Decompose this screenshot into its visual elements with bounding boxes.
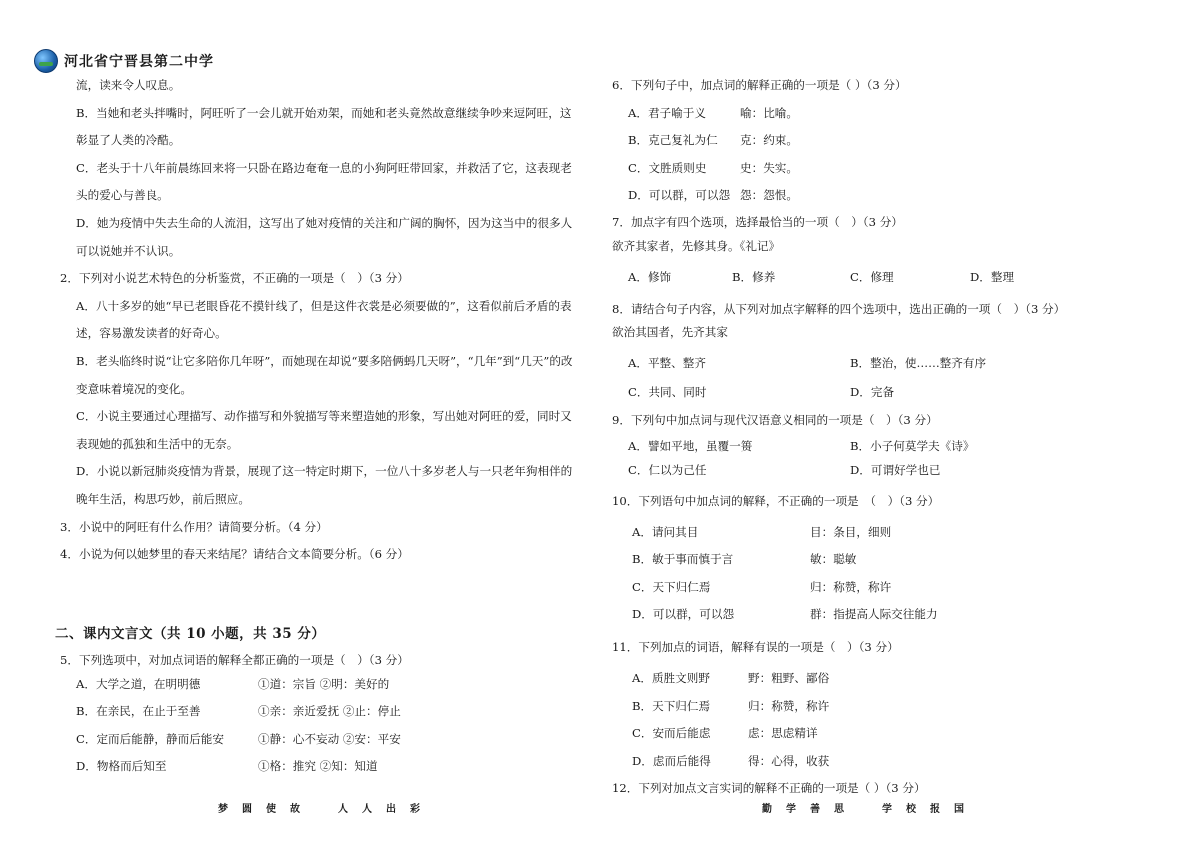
option-text: A．请问其目 — [632, 524, 699, 539]
q8-option-a: A．平整、整齐 — [628, 355, 706, 370]
footer-left-motto: 梦圆使故 人人出彩 — [218, 804, 434, 815]
q8-option-d: D．完备 — [850, 384, 895, 399]
q8-options-row2 — [612, 383, 1152, 401]
option-explain: 怨：怨恨。 — [740, 188, 798, 203]
q10-option-b — [612, 546, 1152, 574]
option-text: D．可以群，可以怨 — [632, 607, 735, 622]
question-4: 4．小说为何以她梦里的春天来结尾？请结合文本简要分析。（6 分） — [60, 547, 409, 562]
q9-options-row2 — [612, 457, 1152, 483]
question-3: 3．小说中的阿旺有什么作用？请简要分析。（4 分） — [60, 519, 328, 534]
q8-option-c: C．共同、同时 — [628, 384, 707, 399]
text-line: B．当她和老头拌嘴时，阿旺听了一会儿就开始劝架，而她和老头竟然故意继续争吵来逗阿旺，这 — [76, 105, 572, 120]
text-line: B．老头临终时说“让它多陪你几年呀”，而她现在却说“要多陪俩蚂几天呀”，“几年”到“几天”的改 — [76, 353, 573, 368]
q9-options-row1 — [612, 435, 1152, 457]
option-explain: 史：失实。 — [740, 160, 798, 175]
option-text: C．定而后能静，静而后能安 — [76, 731, 224, 746]
q10-option-d — [612, 601, 1152, 629]
q6-option-a — [612, 100, 1152, 128]
q11-option-c — [612, 720, 1152, 748]
option-text: C．文胜质则史 — [628, 160, 707, 175]
left-column — [55, 72, 590, 781]
text-line: 彰显了人类的冷酷。 — [76, 133, 181, 148]
q7-options — [612, 257, 1152, 297]
option-text: B．克己复礼为仁 — [628, 133, 718, 148]
option-explain: 群：指提高人际交往能力 — [810, 607, 938, 622]
q7-option-b: B．修养 — [732, 269, 776, 284]
q10-option-a — [612, 519, 1152, 547]
q7-option-d: D．整理 — [970, 269, 1015, 284]
q7-option-c: C．修理 — [850, 269, 894, 284]
q9-option-c: C．仁以为己任 — [628, 462, 707, 477]
text-line: D．她为疫情中失去生命的人流泪，这写出了她对疫情的关注和广阔的胸怀，因为这当中的很多人 — [76, 215, 573, 230]
text-line: 表现她的孤独和生活中的无奈。 — [76, 436, 239, 451]
text-line: D．小说以新冠肺炎疫情为背景，展现了这一特定时期下，一位八十多岁老人与一只老年狗相伴的 — [76, 464, 573, 479]
option-text: D．虑而后能得 — [632, 753, 711, 768]
q9-option-d: D．可谓好学也已 — [850, 462, 941, 477]
q10-option-c — [612, 574, 1152, 602]
question-9: 9．下列句中加点词与现代汉语意义相同的一项是（ ）（3 分） — [612, 412, 938, 427]
text-line: 述，容易激发读者的好奇心。 — [76, 326, 227, 341]
option-text: C．安而后能虑 — [632, 726, 711, 741]
question-8: 8．请结合句子内容，从下列对加点字解释的四个选项中，选出正确的一项（ ）（3 分） — [612, 301, 1066, 316]
option-explain: ①亲：亲近爱抚 ②止：停止 — [258, 704, 401, 719]
page-header — [34, 48, 214, 74]
question-10: 10．下列语句中加点词的解释，不正确的一项是 （ ）（3 分） — [612, 493, 940, 508]
q7-passage: 欲齐其家者，先修其身。《礼记》 — [612, 238, 781, 253]
q11-option-a — [612, 665, 1152, 693]
q7-option-a: A．修饰 — [628, 269, 672, 284]
option-explain: 野：粗野、鄙俗 — [748, 670, 830, 685]
q8-passage: 欲治其国者，先齐其家 — [612, 324, 728, 339]
option-text: A．君子喻于义 — [628, 105, 706, 120]
option-text: B．在亲民，在止于至善 — [76, 704, 201, 719]
q5-option-c — [60, 726, 590, 754]
section-title: 二、课内文言文（共 10 小题，共 35 分） — [55, 625, 326, 642]
q8-options-row1 — [612, 343, 1152, 383]
text-line: 可以说她并不认识。 — [76, 243, 181, 258]
option-explain: 虑：思虑精详 — [748, 726, 818, 741]
q6-option-d — [612, 182, 1152, 210]
question-6: 6．下列句子中，加点词的解释正确的一项是（ ）（3 分） — [612, 78, 907, 92]
option-explain: 克：约束。 — [740, 133, 798, 148]
right-column — [612, 72, 1152, 803]
text-line: A．八十多岁的她“早已老眼昏花不摸针线了，但是这件衣裳是必须要做的”，这看似前后矛盾的表 — [76, 298, 572, 313]
option-explain: 目：条目，细则 — [810, 524, 892, 539]
question-7: 7．加点字有四个选项，选择最恰当的一项（ ）（3 分） — [612, 214, 903, 229]
text-line: 流，读来令人叹息。 — [76, 78, 181, 92]
footer-right-motto: 勤学善思 学校报国 — [762, 804, 978, 815]
option-text: B．天下归仁焉 — [632, 698, 711, 713]
q8-option-b: B．整治，使……整齐有序 — [850, 355, 987, 370]
text-line: C．小说主要通过心理描写、动作描写和外貌描写等来塑造她的形象，写出她对阿旺的爱，同时又 — [76, 409, 572, 424]
option-explain: ①道：宗旨 ②明：美好的 — [258, 676, 390, 691]
q11-option-b — [612, 693, 1152, 721]
option-text: D．物格而后知至 — [76, 759, 167, 774]
school-logo-icon — [34, 49, 58, 73]
question-2: 2．下列对小说艺术特色的分析鉴赏，不正确的一项是（ ）（3 分） — [60, 271, 409, 286]
option-text: A．大学之道，在明明德 — [76, 676, 201, 691]
option-explain: 敏：聪敏 — [810, 552, 857, 567]
text-line: 头的爱心与善良。 — [76, 188, 169, 203]
option-explain: ①格：推究 ②知：知道 — [258, 759, 378, 774]
q6-option-b — [612, 127, 1152, 155]
school-name: 河北省宁晋县第二中学 — [64, 54, 214, 70]
q6-option-c — [612, 155, 1152, 183]
q5-option-b — [60, 698, 590, 726]
option-text: A．质胜文则野 — [632, 670, 710, 685]
option-text: B．敏于事而慎于言 — [632, 552, 734, 567]
option-explain: ①静：心不妄动 ②安：平安 — [258, 731, 401, 746]
q9-option-b: B．小子何莫学夫《诗》 — [850, 438, 975, 453]
option-text: D．可以群，可以怨 — [628, 188, 731, 203]
q11-option-d — [612, 748, 1152, 776]
question-12: 12．下列对加点文言实词的解释不正确的一项是（ ）（3 分） — [612, 781, 926, 796]
text-line: 晚年生活，构思巧妙，前后照应。 — [76, 491, 250, 506]
option-explain: 归：称赞，称许 — [748, 698, 830, 713]
option-explain: 得：心得，收获 — [748, 753, 830, 768]
option-explain: 归：称赞，称许 — [810, 579, 892, 594]
option-explain: 喻：比喻。 — [740, 105, 798, 120]
option-text: C．天下归仁焉 — [632, 579, 711, 594]
text-line: C．老头于十八年前晨练回来将一只卧在路边奄奄一息的小狗阿旺带回家，并救活了它，这表现老 — [76, 160, 572, 175]
question-5: 5．下列选项中，对加点词语的解释全都正确的一项是（ ）（3 分） — [60, 652, 409, 667]
question-11: 11．下列加点的词语，解释有误的一项是（ ）（3 分） — [612, 639, 899, 654]
q5-option-d — [60, 753, 590, 781]
q5-option-a — [60, 671, 590, 699]
q9-option-a: A．譬如平地，虽覆一篑 — [628, 438, 753, 453]
text-line: 变意味着境况的变化。 — [76, 381, 192, 396]
